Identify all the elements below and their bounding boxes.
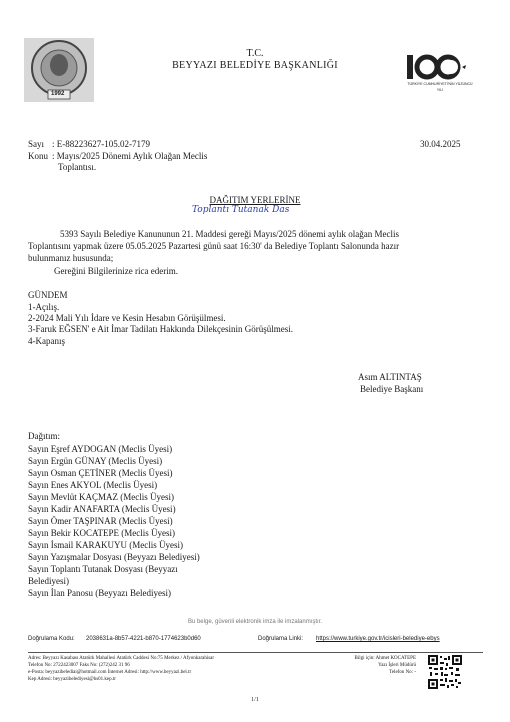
footer-kep: Kep Adresi: beyyazibelediyesi@hs01.kep.tr	[28, 677, 116, 682]
document-date: 30.04.2025	[420, 139, 461, 149]
signer-title: Belediye Başkanı	[360, 384, 424, 394]
konu-value-line1: : Mayıs/2025 Dönemi Aylık Olağan Meclis	[52, 151, 208, 161]
footer-address: Adres: Beyyazı Kasabası Atatürk Mahallesi Atatürk Caddesi No:75 Merkez / Afyonkarahisar	[28, 656, 215, 661]
distribution-item: Sayın Kadir ANAFARTA (Meclis Üyesi)	[28, 504, 176, 514]
agenda-item-1: 1-Açılış.	[28, 302, 60, 312]
verification-link[interactable]: https://www.turkiye.gov.tr/icisleri-belediye-ebys	[316, 636, 440, 642]
distribution-item: Sayın Ergün GÜNAY (Meclis Üyesi)	[28, 456, 163, 466]
footer-divider	[28, 652, 483, 653]
verification-link-label: Doğrulama Linki:	[258, 636, 304, 642]
footer-email-web: e-Posta: beyyazibelediai@hotmail.com İnternet Adresi: http://www.beyyazi.bel.tr	[28, 670, 192, 675]
distribution-item: Sayın Ömer TAŞPINAR (Meclis Üyesi)	[28, 516, 173, 526]
agenda-title: GÜNDEM	[28, 290, 68, 300]
distribution-item: Sayın İsmail KARAKUYU (Meclis Üyesi)	[28, 540, 183, 550]
agenda-item-2: 2-2024 Mali Yılı İdare ve Kesin Hesabın Görüşülmesi.	[28, 313, 226, 323]
distribution-item: Belediyesi)	[28, 576, 69, 586]
handwritten-note: Toplantı Tutanak Das	[192, 205, 290, 215]
seal-year: 1992	[51, 91, 65, 97]
footer-phone-fax: Telefon No: 2722423007 Faks No: (272)242 31 96	[28, 663, 130, 668]
distribution-item: Sayın Mevlüt KAÇMAZ (Meclis Üyesi)	[28, 492, 174, 502]
distribution-item: Sayın Eşref AYDOGAN (Meclis Üyesi)	[28, 444, 173, 454]
distribution-item: Sayın Bekir KOCATEPE (Meclis Üyesi)	[28, 528, 175, 538]
info-phone: Telefon No: -	[389, 670, 416, 675]
institution-title: BEYYAZI BELEDİYE BAŞKANLIĞI	[172, 60, 338, 71]
signer-name: Asım ALTINTAŞ	[358, 372, 422, 382]
distribution-heading: DAĞITIM YERLERİNE	[209, 195, 301, 205]
agenda-item-4: 4-Kapanış	[28, 336, 65, 346]
centennial-caption: TÜRKİYE CUMHURİYETİ'NİN YÜZÜNCÜ YILI	[407, 82, 473, 92]
centennial-logo	[404, 52, 476, 92]
sayi-value: : E-88223627-105.02-7179	[52, 139, 150, 149]
distribution-item: Sayın İlan Panosu (Beyyazı Belediyesi)	[28, 588, 171, 598]
distribution-item: Sayın Osman ÇETİNER (Meclis Üyesi)	[28, 468, 173, 478]
konu-value-line2: Toplantısı.	[58, 162, 97, 172]
distribution-item: Sayın Enes AKYOL (Meclis Üyesi)	[28, 480, 158, 490]
body-para1-line2: Toplantısını yapmak üzere 05.05.2025 Pazartesi günü saat 16:30' da Belediye Toplantı Salonunda hazır	[28, 241, 400, 251]
konu-label: Konu	[28, 151, 48, 161]
verification-code-label: Doğrulama Kodu:	[28, 636, 75, 642]
esign-note: Bu belge, güvenli elektronik imza ile imzalanmıştır.	[187, 619, 323, 625]
distribution-item: Sayın Toplantı Tutanak Dosyası (Beyyazı	[28, 564, 178, 574]
distribution-item: Sayın Yazışmalar Dosyası (Beyyazı Belediyesi)	[28, 552, 200, 562]
body-para1-line3: bulunmanız hususunda;	[28, 253, 114, 263]
page-number: 1/1	[251, 697, 259, 703]
tc-label: T.C.	[246, 48, 264, 59]
distribution-title: Dağıtım:	[28, 431, 60, 441]
distribution-list	[28, 443, 200, 599]
body-para1-line1: 5393 Sayılı Belediye Kanununun 21. Maddesi gereği Mayıs/2025 dönemi aylık olağan Meclis	[60, 229, 399, 239]
info-role: Yazı İşleri Müdürü	[378, 663, 416, 668]
sayi-label: Sayı	[28, 139, 45, 149]
info-contact: Bilgi için: Ahmet KOCATEPE	[354, 656, 416, 661]
body-para2: Gereğini Bilgilerinize rica ederim.	[54, 266, 178, 276]
verification-code: 2038631a-8b57-4221-b870-1774623b0d60	[86, 636, 201, 642]
agenda-item-3: 3-Faruk EĞSEN' e Ait İmar Tadilatı Hakkında Dilekçesinin Görüşülmesi.	[28, 324, 294, 334]
qr-code	[428, 655, 462, 689]
